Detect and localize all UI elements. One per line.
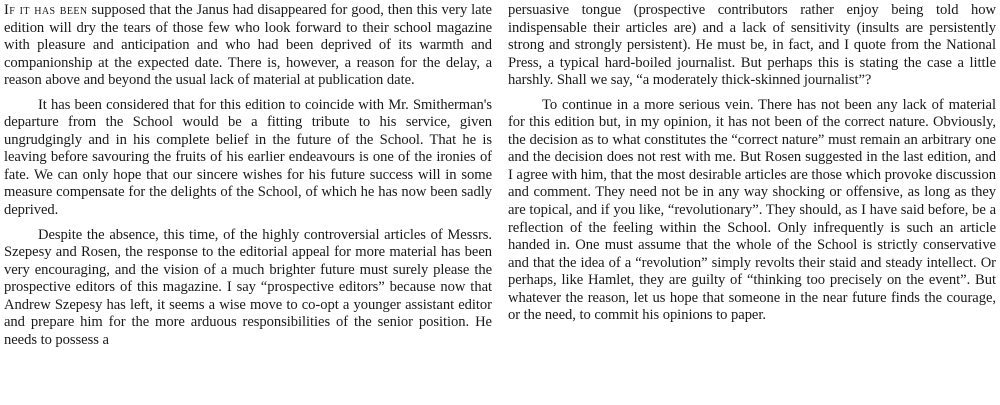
left-column [4, 2, 492, 349]
paragraph-continuation: persuasive tongue (prospective contributors rather enjoy being told how indispensable their articles are) and a lack of sensitivity (insults are persistently strong and strongly persistent). He must be, in fact, and I quote from the National Press, a typical hard-boiled journalist. But perhaps this is stating the case a little harshly. Shall we say, “a moderately thick-skinned journalist”? [508, 2, 996, 89]
paragraph-opening [4, 2, 492, 90]
right-column [508, 2, 996, 325]
paragraph-contributors: Despite the absence, this time, of the highly controversial articles of Messrs. Szepesy and Rosen, the response to the editorial appeal for more material has been very encouraging, and the vision of a much brighter future must surely please the prospective editors of this magazine. I say “prospective editors” because now that Andrew Szepesy has left, it seems a wise move to co-opt a younger assistant editor and prepare him for the more arduous responsibilities of the senior position. He needs to possess a [4, 226, 492, 348]
paragraph-opening-text: supposed that the Janus had disappeared for good, then this very late edition will dry the tears of those few who look forward to their school magazine with pleasure and anticipation and who had been deprived of its warmth and companionship at the expected date. There is, however, a reason for the delay, a reason above and beyond the usual lack of material at publication date. [4, 2, 492, 89]
paragraph-smitherman: It has been considered that for this edition to coincide with Mr. Smitherman's departure from the School would be a fitting tribute to his service, given ungrudgingly and in his complete belief in the future of the School. That he is leaving before savouring the fruits of his earlier endeavours is one of the ironies of fate. We can only hope that our sincere wishes for his future success will in some measure compensate for the delights of the School, of which he has now been sadly deprived. [4, 96, 492, 219]
paragraph-serious-vein: To continue in a more serious vein. There has not been any lack of material for this edition but, in my opinion, it has not been of the correct nature. Obviously, the decision as to what constitutes the “correct nature” must remain an arbitrary one and the decision does not rest with me. But Rosen suggested in the last edition, and I agree with him, that the most desirable articles are those which provoke discussion and comment. They need not be in any way shocking or offensive, as long as they are topical, and if you like, “revolutionary”. They should, as I have said before, be a reflection of the feeling within the School. Only infrequently is such an article handed in. One must assume that the whole of the School is strictly conservative and that the idea of a “revolution” simply revolts their staid and steady intellect. Or perhaps, like Hamlet, they are guilty of “thinking too precisely on the event”. But whatever the reason, let us hope that someone in the near future finds the courage, or the need, to commit his opinions to paper. [508, 96, 996, 324]
lead-in-smallcaps: If it has been [4, 2, 88, 18]
